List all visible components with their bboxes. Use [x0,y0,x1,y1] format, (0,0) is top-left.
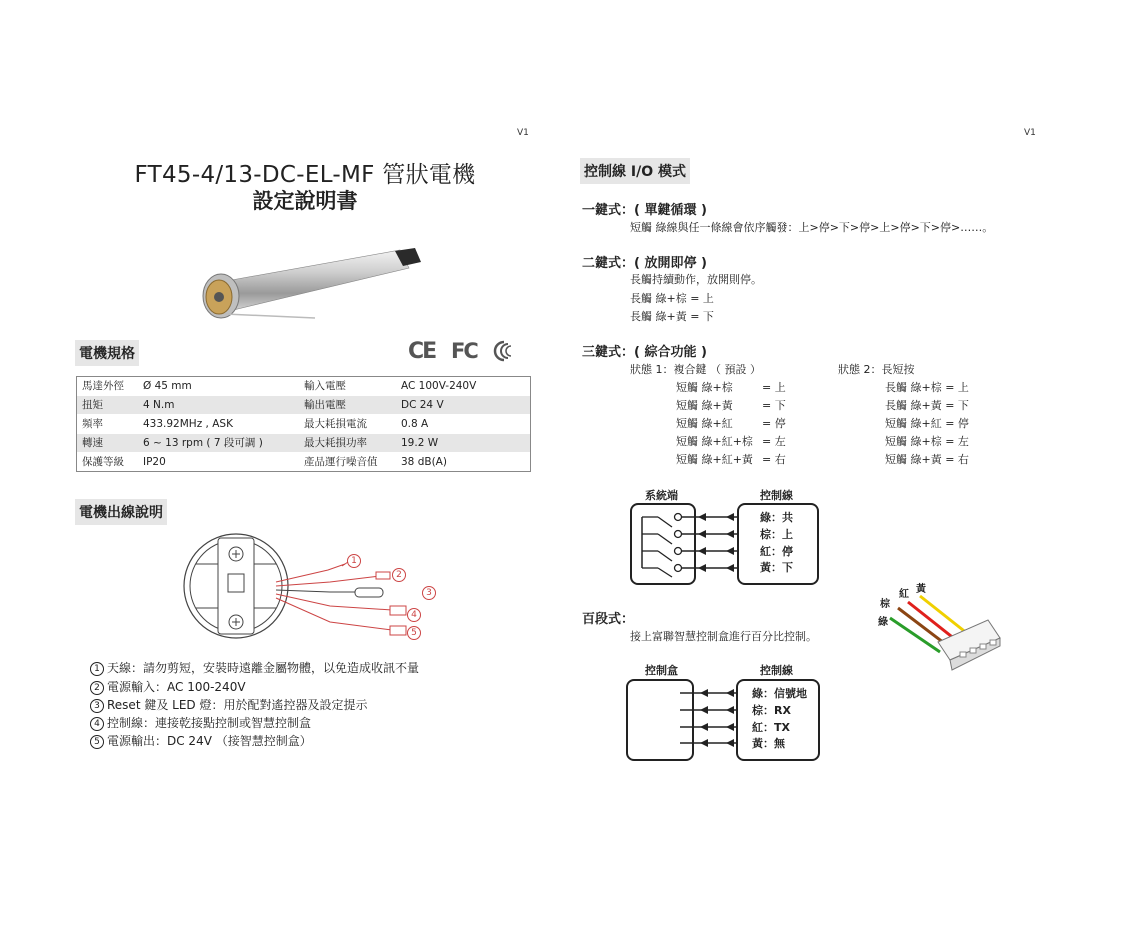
callout-3: 3 [422,586,436,600]
note-text: 控制線：連接乾接點控制或智慧控制盒 [107,716,312,730]
io-heading: 控制線 I/O 模式 [580,158,690,184]
spec-value: Ø 45 mm [143,380,192,392]
spec-row [77,453,530,471]
state1-result: = 上 [762,381,786,394]
rcm-mark-icon [490,340,514,362]
three-key-title: 三鍵式：( 綜合功能 ) [582,345,707,360]
spec-value: IP20 [143,456,166,468]
state1-combo: 短觸 綠+紅+棕 [676,435,753,448]
wire-label: 紅：TX [752,721,790,734]
state1-result: = 左 [762,435,786,448]
two-key-title: 二鍵式：( 放開即停 ) [582,256,707,271]
note-text: 天線：請勿剪短，安裝時遠離金屬物體，以免造成收訊不量 [107,661,420,675]
note-number: 4 [90,717,104,731]
state1-result: = 右 [762,453,786,466]
state1-result: = 停 [762,417,786,430]
spec-value: 6 ~ 13 rpm ( 7 段可調 ) [143,437,263,449]
wire-label: 棕：RX [752,704,791,717]
connector-label-red: 紅 [899,589,909,600]
spec-label: 馬達外徑 [82,380,124,392]
document-subtitle: 設定說明書 [252,189,358,213]
state2-row: 短觸 綠+紅 = 停 [885,417,969,430]
connector-label-yellow: 黃 [916,584,926,595]
state1-combo: 短觸 綠+黃 [676,399,733,412]
callout-1: 1 [347,554,361,568]
spec-value: DC 24 V [401,399,444,411]
callout-4: 4 [407,608,421,622]
percent-title: 百段式： [582,612,635,627]
wiring-note [90,678,246,695]
state1-combo: 短觸 綠+紅+黃 [676,453,753,466]
control-box-label: 控制盒 [645,664,678,677]
spec-label: 轉速 [82,437,103,449]
state1-title: 狀態 1：複合鍵 （ 預設 ） [630,363,761,376]
spec-value: 433.92MHz , ASK [143,418,233,430]
wiring-heading: 電機出線說明 [75,499,167,525]
spec-label: 產品運行噪音值 [304,456,378,468]
spec-label: 輸入電壓 [304,380,346,392]
tubular-motor-image [185,238,430,330]
note-text: Reset 鍵及 LED 燈：用於配對遙控器及設定提示 [107,698,368,712]
control-line-label: 控制線 [760,489,793,502]
wiring-note [90,696,367,713]
state1-combo: 短觸 綠+紅 [676,417,733,430]
spec-label: 最大耗損功率 [304,437,367,449]
spec-value: AC 100V-240V [401,380,477,392]
wiring-note [90,714,311,731]
wire-label: 綠：信號地 [752,687,807,700]
state2-row: 短觸 綠+棕 = 左 [885,435,969,448]
percent-desc: 接上富聯智慧控制盒進行百分比控制。 [630,630,817,643]
two-key-line: 長觸 綠+棕 = 上 [630,292,714,305]
motor-head-wiring-diagram [180,530,440,645]
wire-yellow [920,596,968,634]
spec-label: 保護等級 [82,456,124,468]
control-box-arrows [680,679,740,761]
spec-row [77,434,530,452]
ce-mark: CE [408,339,436,364]
state2-row: 長觸 綠+棕 = 上 [885,381,969,394]
fcc-mark: FC [451,339,477,363]
one-key-title: 一鍵式：( 單鍵循環 ) [582,203,707,218]
note-number: 5 [90,735,104,749]
version-label: V1 [1024,128,1036,138]
spec-table [76,376,531,472]
spec-value: 38 dB(A) [401,456,447,468]
spec-row [77,396,530,414]
connector-label-brown: 棕 [880,599,890,610]
switch-diagram [630,503,745,585]
callout-5: 5 [407,626,421,640]
spec-label: 頻率 [82,418,103,430]
version-label: V1 [517,128,529,138]
wire-label: 紅：停 [760,545,793,558]
spec-value: 19.2 W [401,437,439,449]
state2-row: 短觸 綠+黃 = 右 [885,453,969,466]
spec-row [77,377,530,395]
state1-combo: 短觸 綠+棕 [676,381,733,394]
spec-label: 輸出電壓 [304,399,346,411]
two-key-line: 長觸持續動作，放開則停。 [630,273,762,286]
one-key-desc: 短觸 綠線與任一條線會依序觸發：上>停>下>停>上>停>下>停>……。 [630,221,994,234]
control-line-label: 控制線 [760,664,793,677]
wiring-note [90,659,419,676]
two-key-line: 長觸 綠+黃 = 下 [630,310,714,323]
connector-plug-image [876,580,1006,675]
spec-row [77,415,530,433]
spec-value: 4 N.m [143,399,175,411]
state1-result: = 下 [762,399,786,412]
spec-heading: 電機規格 [75,340,139,366]
spec-label: 最大耗損電流 [304,418,367,430]
document-title: FT45-4/13-DC-EL-MF 管狀電機 [134,162,476,188]
wire-label: 棕：上 [760,528,793,541]
wire-label: 綠：共 [760,511,793,524]
system-side-label: 系統端 [645,489,678,502]
wire-label: 黃：無 [752,737,785,750]
connector-label-green: 綠 [878,617,888,628]
wire-label: 黃：下 [760,561,793,574]
state2-title: 狀態 2：長短按 [838,363,915,376]
spec-value: 0.8 A [401,418,429,430]
callout-2: 2 [392,568,406,582]
note-text: 電源輸出：DC 24V （接智慧控制盒） [107,734,312,748]
note-number: 3 [90,699,104,713]
spec-label: 扭矩 [82,399,103,411]
note-text: 電源輸入：AC 100-240V [107,680,246,694]
wiring-note [90,732,312,749]
note-number: 2 [90,681,104,695]
note-number: 1 [90,662,104,676]
state2-row: 長觸 綠+黃 = 下 [885,399,969,412]
